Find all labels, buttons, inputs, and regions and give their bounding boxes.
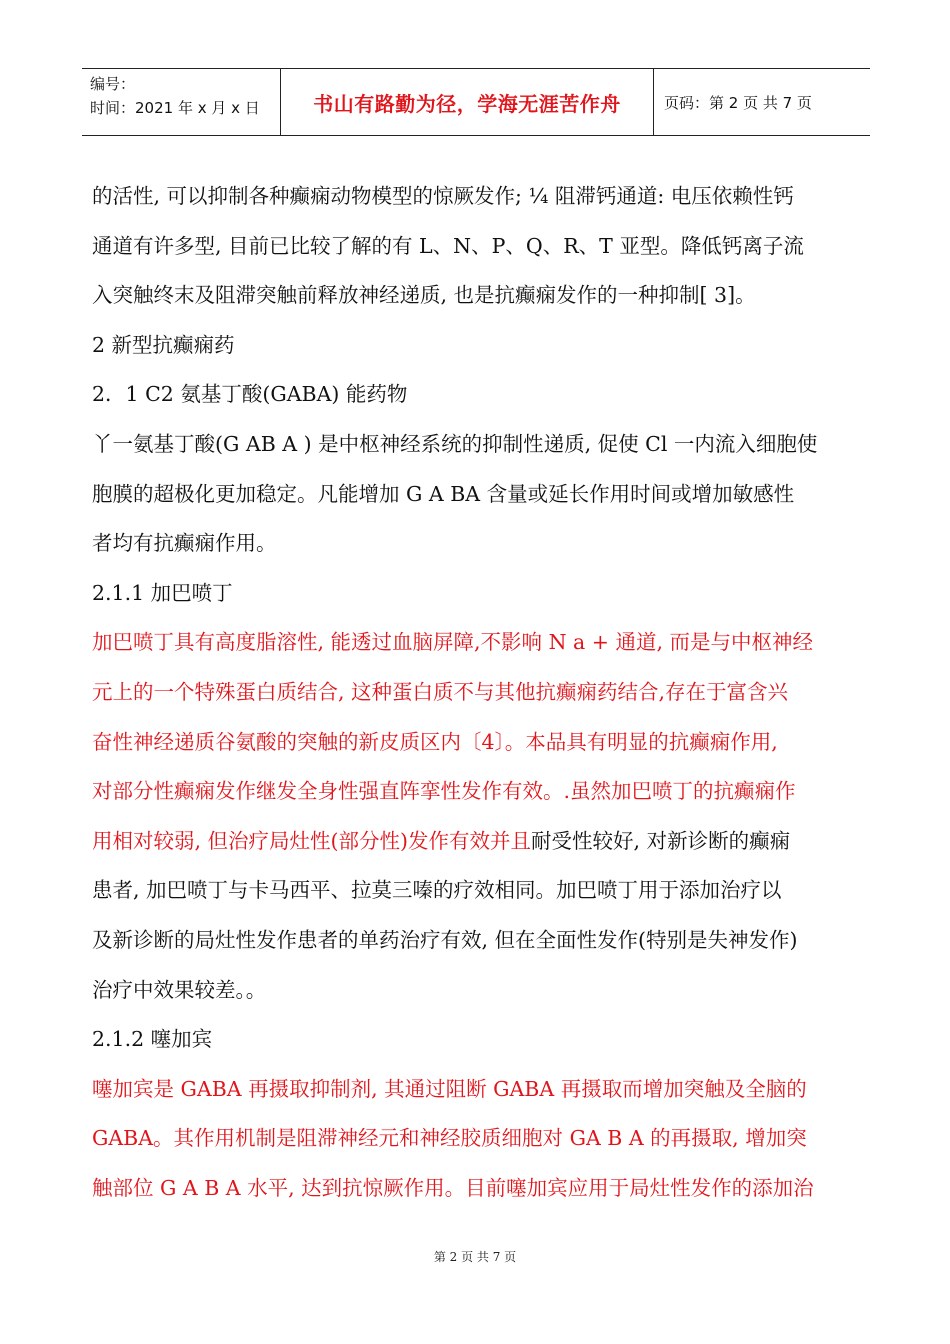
highlighted-line: 元上的一个特殊蛋白质结合, 这种蛋白质不与其他抗癫痫药结合,存在于富含兴	[92, 679, 789, 704]
subsection-heading: 2.1.1 加巴喷丁	[92, 580, 233, 605]
highlighted-line: GABA。其作用机制是阻滞神经元和神经胶质细胞对 GA B A 的再摄取, 增加突	[92, 1126, 807, 1151]
highlighted-line: 对部分性癫痫发作继发全身性强直阵挛性发作有效。.虽然加巴喷丁的抗癫痫作	[92, 779, 796, 804]
page-footer: 第 2 页 共 7 页	[433, 1250, 517, 1264]
body-line: 胞膜的超极化更加稳定。凡能增加 G A BA 含量或延长作用时间或增加敏感性	[92, 481, 795, 506]
highlighted-line: 奋性神经递质谷氨酸的突触的新皮质区内〔4〕。本品具有明显的抗癫痫作用,	[92, 729, 778, 754]
number-label: 编号：	[90, 75, 136, 93]
body-line: 者均有抗癫痫作用。	[92, 531, 277, 556]
header-motto: 书山有路勤为径，学海无涯苦作舟	[281, 69, 654, 135]
body-line: 治疗中效果较差。。	[92, 977, 267, 1002]
header-page-info: 页码：第 2 页 共 7 页	[664, 93, 812, 112]
section-heading: 2 新型抗癫痫药	[92, 332, 235, 357]
body-line: 通道有许多型, 目前已比较了解的有 L、N、P、Q、R、T 亚型。降低钙离子流	[92, 233, 804, 258]
time-label: 时间：2021 年 x 月 x 日	[90, 99, 260, 117]
highlighted-line: 噻加宾是 GABA 再摄取抑制剂, 其通过阻断 GABA 再摄取而增加突触及全脑的	[92, 1076, 807, 1101]
body-line: 入突触终末及阻滞突触前释放神经递质, 也是抗癫痫发作的一种抑制[ 3]。	[92, 283, 756, 308]
highlighted-line: 触部位 G A B A 水平, 达到抗惊厥作用。目前噻加宾应用于局灶性发作的添加治	[92, 1175, 814, 1200]
body-line: 丫一氨基丁酸(G AB A ) 是中枢神经系统的抑制性递质, 促使 Cl 一内流入细胞使	[92, 431, 818, 456]
body-line: 的活性, 可以抑制各种癫痫动物模型的惊厥发作; ¼ 阻滞钙通道: 电压依赖性钙	[92, 184, 794, 208]
mixed-line	[92, 817, 862, 867]
highlighted-text: 用相对较弱, 但治疗局灶性(部分性)发作有效并且	[92, 828, 532, 853]
document-body	[92, 172, 862, 1213]
body-line: 患者, 加巴喷丁与卡马西平、拉莫三嗪的疗效相同。加巴喷丁用于添加治疗以	[92, 878, 782, 903]
subsection-heading: 2.1.2 噻加宾	[92, 1027, 213, 1052]
page-header	[82, 68, 870, 136]
subsection-heading: 2．1 C2 氨基丁酸(GABA) 能药物	[92, 382, 408, 407]
header-meta	[82, 69, 281, 135]
highlighted-line: 加巴喷丁具有高度脂溶性, 能透过血脑屏障,不影响 N a + 通道, 而是与中枢神经	[92, 630, 813, 655]
plain-text: 耐受性较好, 对新诊断的癫痫	[531, 828, 791, 853]
body-line: 及新诊断的局灶性发作患者的单药治疗有效, 但在全面性发作(特别是失神发作)	[92, 927, 798, 952]
